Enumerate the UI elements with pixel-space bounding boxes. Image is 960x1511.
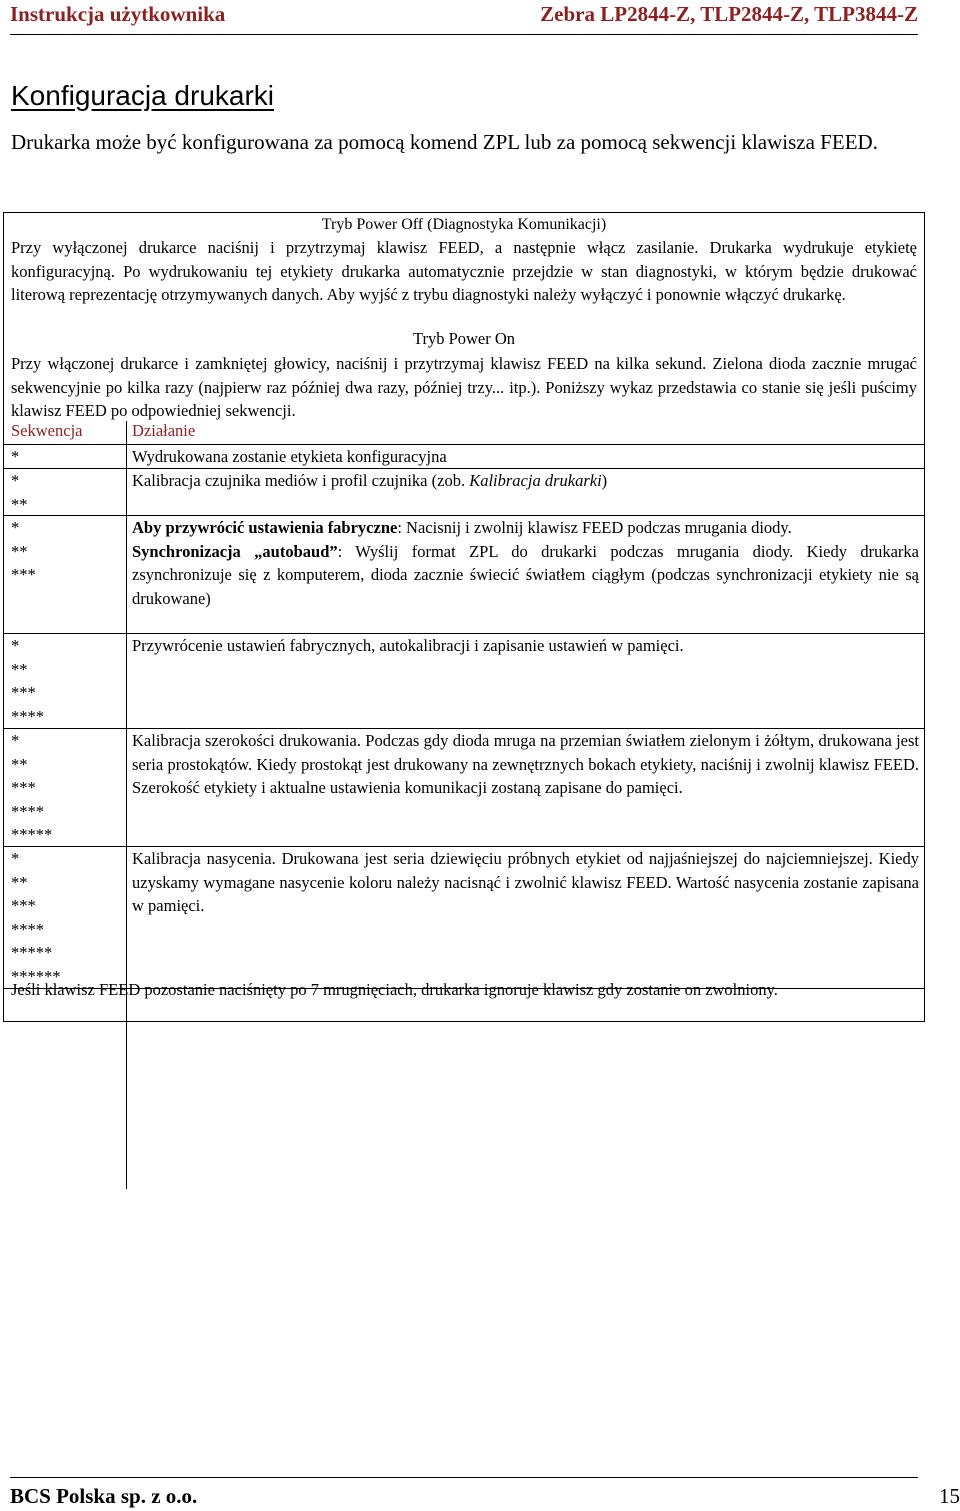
power-on-title: Tryb Power On <box>412 329 516 348</box>
column-divider <box>126 421 127 1189</box>
power-on-text: Przy włączonej drukarce i zamkniętej głowicy, naciśnij i przytrzymaj klawisz FEED na kilka sekund. Zielona dioda zacznie mrugać sekwencyjnie po kilka razy (najpierw raz później dwa razy, później trzy... itp.). Poniższy wykaz przedstawia co stanie się jeśli puścimy klawisz FEED po odpowiedniej sekwencji. <box>11 354 917 420</box>
feed-note: Jeśli klawisz FEED pozostanie naciśnięty po 7 mrugnięciach, drukarka ignoruje klawisz gdy zostanie on zwolniony. <box>11 980 778 999</box>
factory-reset-label: Aby przywrócić ustawienia fabryczne <box>132 518 398 537</box>
footer-company: BCS Polska sp. z o.o. <box>10 1484 198 1508</box>
column-header-action: Działanie <box>132 421 196 440</box>
sequence-cell: * ** *** **** ***** <box>11 731 53 844</box>
sequence-cell: * ** *** <box>11 518 36 584</box>
page-number: 15 <box>939 1484 960 1508</box>
header-left: Instrukcja użytkownika <box>10 2 226 26</box>
action-cell: Kalibracja szerokości drukowania. Podczas gdy dioda mruga na przemian światłem zielonym i żółtym, drukowana jest seria prostokątów. Kiedy prostokąt jest drukowany na zewnętrznych bokach etykiety, naciśnij i zwolnij klawisz FEED. Szerokość etykiety i aktualne ustawienia komunikacji zostaną zapisane do pamięci. <box>132 731 919 797</box>
page-title: Konfiguracja drukarki <box>11 80 275 111</box>
column-header-sequence: Sekwencja <box>11 421 83 440</box>
sequence-cell: * ** <box>11 471 28 514</box>
footer-rule <box>10 1477 918 1478</box>
power-off-title: Tryb Power Off (Diagnostyka Komunikacji) <box>321 216 607 233</box>
page-header <box>10 0 918 35</box>
action-cell: Aby przywrócić ustawienia fabryczne: Nacisnij i zwolnij klawisz FEED podczas mrugania diody. Synchronizacja „autobaud”: Wyślij format ZPL do drukarki podczas mrugania diody. Kiedy drukarka zsynchronizuje się z komputerem, dioda zacznie świecić światłem ciągłym (podczas synchronizacji etykiety nie są drukowane) <box>132 518 919 608</box>
sequence-cell: * ** *** **** ***** ****** <box>11 849 61 986</box>
action-cell: Kalibracja nasycenia. Drukowana jest seria dziewięciu próbnych etykiet od najjaśniejszej do najciemniejszej. Kiedy uzyskamy wymagane nasycenie koloru należy nacisnąć i zwolnić klawisz FEED. Wartość nasycenia zostanie zapisana w pamięci. <box>132 849 919 915</box>
intro-paragraph: Drukarka może być konfigurowana za pomocą komend ZPL lub za pomocą sekwencji klawisza FEED. <box>11 130 878 154</box>
sequence-cell: * ** *** **** <box>11 636 44 726</box>
action-cell: Przywrócenie ustawień fabrycznych, autokalibracji i zapisanie ustawień w pamięci. <box>132 636 684 655</box>
calibration-reference: Kalibracja drukarki <box>469 471 602 490</box>
autobaud-label: Synchronizacja „autobaud” <box>132 541 338 561</box>
feed-sequence-box <box>3 212 925 1022</box>
sequence-cell: * <box>11 447 20 466</box>
header-right: Zebra LP2844-Z, TLP2844-Z, TLP3844-Z <box>540 2 918 26</box>
action-cell: Wydrukowana zostanie etykieta konfiguracyjna <box>132 447 447 466</box>
action-cell: Kalibracja czujnika mediów i profil czujnika (zob. Kalibracja drukarki) <box>132 471 608 490</box>
power-off-text: Przy wyłączonej drukarce naciśnij i przytrzymaj klawisz FEED, a następnie włącz zasilanie. Drukarka wydrukuje etykietę konfiguracyjną. Po wydrukowaniu tej etykiety drukarka automatycznie przejdzie w stan diagnostyki, w którym będzie drukować literową reprezentację otrzymywanych danych. Aby wyjść z trybu diagnostyki należy wyłączyć i ponownie włączyć drukarkę. <box>11 238 917 304</box>
